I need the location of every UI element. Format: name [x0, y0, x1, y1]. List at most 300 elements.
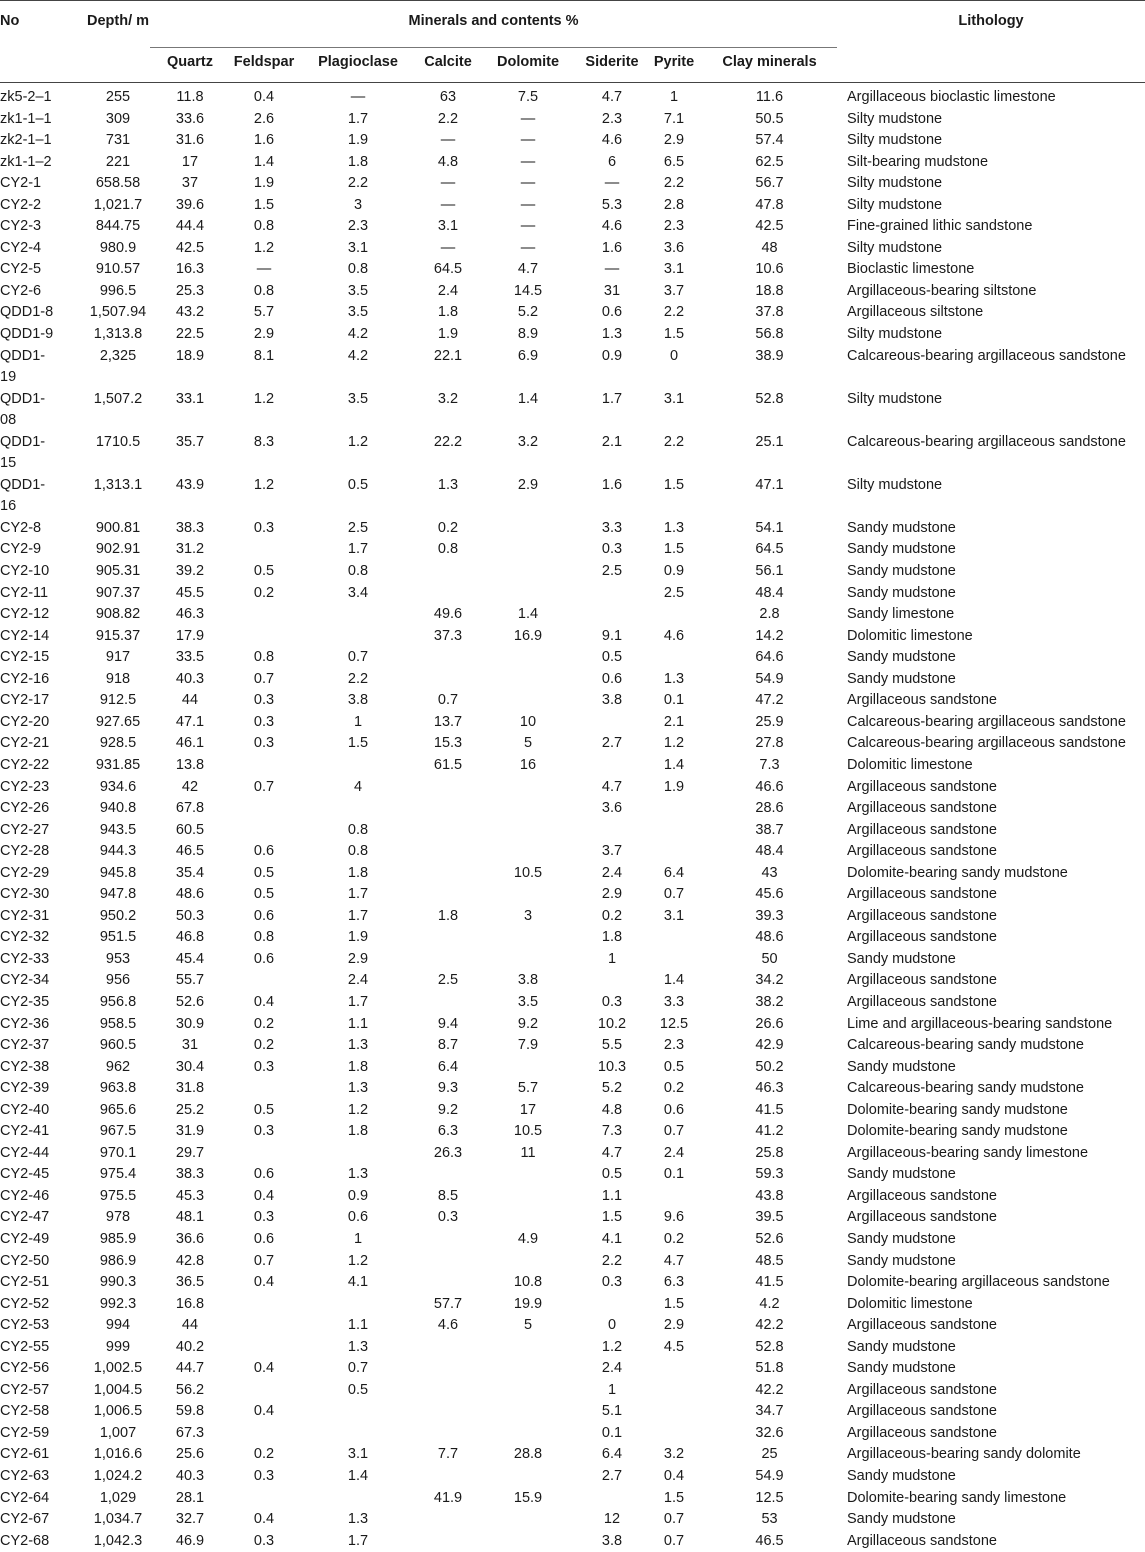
- feldspar-cell: 0.7: [230, 669, 298, 691]
- calcite-cell: [418, 841, 478, 863]
- pyrite-cell: 3.7: [646, 281, 702, 303]
- siderite-cell: 4.7: [578, 1143, 646, 1165]
- table-row: [0, 259, 1145, 281]
- table-row: [0, 130, 1145, 152]
- lithology-cell: Sandy mudstone: [837, 1358, 1145, 1380]
- clay-minerals-cell: 52.8: [702, 389, 837, 432]
- quartz-cell: 40.3: [150, 669, 230, 691]
- clay-minerals-cell: 64.5: [702, 539, 837, 561]
- table-row: [0, 1272, 1145, 1294]
- clay-minerals-cell: 39.3: [702, 906, 837, 928]
- lithology-cell: Calcareous-bearing argillaceous sandstone: [837, 712, 1145, 734]
- dolomite-cell: [478, 1509, 578, 1531]
- feldspar-cell: [230, 604, 298, 626]
- clay-minerals-cell: 14.2: [702, 626, 837, 648]
- sample-no-cell: CY2-15: [0, 647, 86, 669]
- quartz-cell: 45.4: [150, 949, 230, 971]
- lithology-cell: Argillaceous-bearing siltstone: [837, 281, 1145, 303]
- feldspar-cell: 0.4: [230, 992, 298, 1014]
- feldspar-cell: 2.6: [230, 109, 298, 131]
- clay-minerals-cell: 38.2: [702, 992, 837, 1014]
- dolomite-cell: [478, 583, 578, 605]
- plagioclase-cell: 1.4: [298, 1466, 418, 1488]
- lithology-cell: Silty mudstone: [837, 475, 1145, 518]
- sample-no-cell: zk1-1–1: [0, 109, 86, 131]
- table-row: [0, 733, 1145, 755]
- plagioclase-cell: 1.3: [298, 1337, 418, 1359]
- quartz-cell: 22.5: [150, 324, 230, 346]
- dolomite-cell: [478, 1337, 578, 1359]
- quartz-cell: 44: [150, 1315, 230, 1337]
- lithology-cell: Argillaceous sandstone: [837, 884, 1145, 906]
- feldspar-cell: 1.2: [230, 238, 298, 260]
- sample-no-cell: CY2-52: [0, 1294, 86, 1316]
- siderite-cell: 2.3: [578, 109, 646, 131]
- plagioclase-cell: 1.1: [298, 1315, 418, 1337]
- table-row: [0, 518, 1145, 540]
- lithology-cell: Argillaceous sandstone: [837, 1207, 1145, 1229]
- plagioclase-cell: [298, 1143, 418, 1165]
- feldspar-cell: 0.2: [230, 1444, 298, 1466]
- depth-cell: 985.9: [86, 1229, 150, 1251]
- depth-cell: 970.1: [86, 1143, 150, 1165]
- plagioclase-cell: 2.4: [298, 970, 418, 992]
- pyrite-cell: 2.2: [646, 302, 702, 324]
- dolomite-cell: [478, 1057, 578, 1079]
- dolomite-cell: 5.2: [478, 302, 578, 324]
- sample-no-cell: CY2-2: [0, 195, 86, 217]
- dolomite-cell: 15.9: [478, 1488, 578, 1510]
- clay-minerals-cell: 53: [702, 1509, 837, 1531]
- table-row: [0, 152, 1145, 174]
- plagioclase-cell: 1.3: [298, 1035, 418, 1057]
- sample-no-cell: CY2-67: [0, 1509, 86, 1531]
- calcite-cell: [418, 820, 478, 842]
- dolomite-cell: [478, 1380, 578, 1402]
- lithology-cell: Sandy mudstone: [837, 1466, 1145, 1488]
- table-row: [0, 1466, 1145, 1488]
- table-row: [0, 777, 1145, 799]
- depth-cell: 953: [86, 949, 150, 971]
- calcite-cell: 0.7: [418, 690, 478, 712]
- lithology-cell: Sandy mudstone: [837, 1057, 1145, 1079]
- pyrite-cell: 9.6: [646, 1207, 702, 1229]
- dolomite-cell: [478, 1164, 578, 1186]
- feldspar-cell: 0.4: [230, 1509, 298, 1531]
- siderite-cell: 3.8: [578, 1531, 646, 1552]
- feldspar-cell: 0.6: [230, 906, 298, 928]
- plagioclase-cell: [298, 798, 418, 820]
- sample-no-cell: CY2-55: [0, 1337, 86, 1359]
- table-row: [0, 1294, 1145, 1316]
- clay-minerals-cell: 48.4: [702, 841, 837, 863]
- plagioclase-cell: 4.2: [298, 324, 418, 346]
- sample-no-cell: CY2-50: [0, 1251, 86, 1273]
- clay-minerals-cell: 54.1: [702, 518, 837, 540]
- clay-minerals-cell: 32.6: [702, 1423, 837, 1445]
- feldspar-cell: [230, 1380, 298, 1402]
- siderite-cell: 2.1: [578, 432, 646, 475]
- pyrite-cell: 2.2: [646, 432, 702, 475]
- quartz-cell: 16.8: [150, 1294, 230, 1316]
- siderite-cell: 1.5: [578, 1207, 646, 1229]
- feldspar-cell: 0.6: [230, 949, 298, 971]
- table-row: [0, 1315, 1145, 1337]
- dolomite-cell: [478, 1401, 578, 1423]
- siderite-cell: 0.3: [578, 992, 646, 1014]
- quartz-cell: 31: [150, 1035, 230, 1057]
- dolomite-cell: 11: [478, 1143, 578, 1165]
- dolomite-cell: 4.7: [478, 259, 578, 281]
- plagioclase-cell: 1.7: [298, 1531, 418, 1552]
- calcite-cell: [418, 583, 478, 605]
- lithology-cell: Sandy mudstone: [837, 647, 1145, 669]
- feldspar-cell: 0.3: [230, 1466, 298, 1488]
- calcite-cell: [418, 884, 478, 906]
- dolomite-cell: [478, 669, 578, 691]
- lithology-cell: Sandy mudstone: [837, 583, 1145, 605]
- sample-no-cell: CY2-33: [0, 949, 86, 971]
- clay-minerals-cell: 25: [702, 1444, 837, 1466]
- clay-minerals-cell: 46.3: [702, 1078, 837, 1100]
- dolomite-cell: 5: [478, 733, 578, 755]
- siderite-cell: 2.7: [578, 1466, 646, 1488]
- table-row: [0, 1057, 1145, 1079]
- plagioclase-cell: [298, 755, 418, 777]
- table-row: [0, 1380, 1145, 1402]
- plagioclase-cell: 3.4: [298, 583, 418, 605]
- clay-minerals-cell: 46.6: [702, 777, 837, 799]
- pyrite-cell: 3.2: [646, 1444, 702, 1466]
- quartz-cell: 48.1: [150, 1207, 230, 1229]
- depth-cell: 910.57: [86, 259, 150, 281]
- pyrite-cell: 0.1: [646, 690, 702, 712]
- feldspar-cell: 5.7: [230, 302, 298, 324]
- depth-cell: 980.9: [86, 238, 150, 260]
- feldspar-cell: 0.6: [230, 1164, 298, 1186]
- dolomite-cell: 10.8: [478, 1272, 578, 1294]
- feldspar-cell: 0.2: [230, 583, 298, 605]
- plagioclase-cell: 4: [298, 777, 418, 799]
- plagioclase-cell: 3.5: [298, 281, 418, 303]
- dolomite-cell: [478, 561, 578, 583]
- depth-cell: 1,007: [86, 1423, 150, 1445]
- table-row: [0, 1337, 1145, 1359]
- feldspar-cell: 0.8: [230, 281, 298, 303]
- pyrite-cell: 3.1: [646, 906, 702, 928]
- depth-cell: 1,042.3: [86, 1531, 150, 1552]
- siderite-cell: 4.6: [578, 130, 646, 152]
- pyrite-cell: [646, 927, 702, 949]
- pyrite-cell: 12.5: [646, 1014, 702, 1036]
- lithology-cell: Argillaceous-bearing sandy limestone: [837, 1143, 1145, 1165]
- table-row: [0, 1401, 1145, 1423]
- table-row: [0, 604, 1145, 626]
- depth-cell: 943.5: [86, 820, 150, 842]
- siderite-cell: [578, 970, 646, 992]
- depth-cell: 1,002.5: [86, 1358, 150, 1380]
- feldspar-cell: [230, 1337, 298, 1359]
- quartz-cell: 30.4: [150, 1057, 230, 1079]
- depth-cell: 992.3: [86, 1294, 150, 1316]
- quartz-cell: 46.8: [150, 927, 230, 949]
- clay-minerals-cell: 43.8: [702, 1186, 837, 1208]
- table-row: [0, 884, 1145, 906]
- plagioclase-cell: 4.1: [298, 1272, 418, 1294]
- depth-cell: 905.31: [86, 561, 150, 583]
- table-row: [0, 669, 1145, 691]
- table-row: [0, 216, 1145, 238]
- lithology-cell: Calcareous-bearing sandy mudstone: [837, 1035, 1145, 1057]
- calcite-cell: 61.5: [418, 755, 478, 777]
- pyrite-cell: 1.4: [646, 755, 702, 777]
- lithology-cell: Argillaceous-bearing sandy dolomite: [837, 1444, 1145, 1466]
- dolomite-cell: [478, 1251, 578, 1273]
- table-row: [0, 927, 1145, 949]
- lithology-cell: Silt-bearing mudstone: [837, 152, 1145, 174]
- plagioclase-cell: 1.7: [298, 906, 418, 928]
- feldspar-cell: 0.4: [230, 1272, 298, 1294]
- dolomite-cell: 3.5: [478, 992, 578, 1014]
- quartz-cell: 31.2: [150, 539, 230, 561]
- dolomite-cell: [478, 927, 578, 949]
- calcite-cell: 63: [418, 83, 478, 109]
- lithology-cell: Sandy mudstone: [837, 1164, 1145, 1186]
- lithology-cell: Dolomitic limestone: [837, 1294, 1145, 1316]
- pyrite-cell: 0.5: [646, 1057, 702, 1079]
- pyrite-cell: 2.9: [646, 130, 702, 152]
- calcite-cell: —: [418, 130, 478, 152]
- siderite-cell: 1.3: [578, 324, 646, 346]
- dolomite-cell: [478, 539, 578, 561]
- clay-minerals-cell: 42.9: [702, 1035, 837, 1057]
- siderite-cell: 0.3: [578, 539, 646, 561]
- plagioclase-cell: 1.7: [298, 992, 418, 1014]
- plagioclase-cell: [298, 1294, 418, 1316]
- lithology-cell: Silty mudstone: [837, 130, 1145, 152]
- dolomite-cell: 3.2: [478, 432, 578, 475]
- sample-no-cell: CY2-1: [0, 173, 86, 195]
- calcite-cell: 1.9: [418, 324, 478, 346]
- plagioclase-cell: 1.9: [298, 927, 418, 949]
- calcite-cell: 41.9: [418, 1488, 478, 1510]
- sample-no-cell: CY2-30: [0, 884, 86, 906]
- sample-no-cell: CY2-57: [0, 1380, 86, 1402]
- dolomite-cell: [478, 1466, 578, 1488]
- quartz-cell: 33.6: [150, 109, 230, 131]
- sample-no-cell: QDD1- 19: [0, 346, 86, 389]
- lithology-cell: Sandy mudstone: [837, 561, 1145, 583]
- quartz-cell: 25.6: [150, 1444, 230, 1466]
- pyrite-cell: 6.4: [646, 863, 702, 885]
- quartz-cell: 45.3: [150, 1186, 230, 1208]
- siderite-cell: 5.5: [578, 1035, 646, 1057]
- quartz-cell: 35.7: [150, 432, 230, 475]
- table-row: [0, 841, 1145, 863]
- lithology-cell: Calcareous-bearing argillaceous sandstone: [837, 432, 1145, 475]
- depth-cell: 844.75: [86, 216, 150, 238]
- quartz-cell: 46.5: [150, 841, 230, 863]
- plagioclase-cell: 0.7: [298, 1358, 418, 1380]
- dolomite-cell: [478, 690, 578, 712]
- clay-minerals-cell: 54.9: [702, 1466, 837, 1488]
- plagioclase-cell: 1.1: [298, 1014, 418, 1036]
- calcite-cell: 3.2: [418, 389, 478, 432]
- table-row: [0, 1207, 1145, 1229]
- quartz-cell: 31.8: [150, 1078, 230, 1100]
- calcite-cell: [418, 1509, 478, 1531]
- clay-minerals-cell: 2.8: [702, 604, 837, 626]
- depth-cell: 1,029: [86, 1488, 150, 1510]
- table-row: [0, 1423, 1145, 1445]
- depth-cell: 978: [86, 1207, 150, 1229]
- lithology-cell: Argillaceous sandstone: [837, 927, 1145, 949]
- table-row: [0, 1509, 1145, 1531]
- clay-minerals-cell: 43: [702, 863, 837, 885]
- clay-minerals-cell: 48.6: [702, 927, 837, 949]
- feldspar-cell: 2.9: [230, 324, 298, 346]
- sample-no-cell: CY2-5: [0, 259, 86, 281]
- feldspar-cell: 0.4: [230, 1358, 298, 1380]
- table-row: [0, 906, 1145, 928]
- feldspar-cell: 1.5: [230, 195, 298, 217]
- feldspar-cell: 1.4: [230, 152, 298, 174]
- siderite-cell: 1.2: [578, 1337, 646, 1359]
- siderite-cell: 1: [578, 1380, 646, 1402]
- plagioclase-cell: 3.1: [298, 238, 418, 260]
- dolomite-cell: 7.5: [478, 83, 578, 109]
- calcite-cell: [418, 1272, 478, 1294]
- sample-no-cell: CY2-39: [0, 1078, 86, 1100]
- quartz-cell: 60.5: [150, 820, 230, 842]
- siderite-cell: 0.2: [578, 906, 646, 928]
- quartz-cell: 33.1: [150, 389, 230, 432]
- pyrite-cell: 0.7: [646, 884, 702, 906]
- siderite-cell: 3.6: [578, 798, 646, 820]
- depth-cell: 1,507.94: [86, 302, 150, 324]
- dolomite-cell: 28.8: [478, 1444, 578, 1466]
- depth-cell: 1,016.6: [86, 1444, 150, 1466]
- calcite-cell: —: [418, 238, 478, 260]
- clay-minerals-cell: 25.1: [702, 432, 837, 475]
- sample-no-cell: CY2-12: [0, 604, 86, 626]
- depth-cell: 1,021.7: [86, 195, 150, 217]
- sample-no-cell: CY2-3: [0, 216, 86, 238]
- siderite-cell: [578, 820, 646, 842]
- lithology-cell: Silty mudstone: [837, 109, 1145, 131]
- siderite-cell: 12: [578, 1509, 646, 1531]
- clay-minerals-cell: 41.2: [702, 1121, 837, 1143]
- dolomite-cell: 6.9: [478, 346, 578, 389]
- depth-cell: 1,004.5: [86, 1380, 150, 1402]
- clay-minerals-cell: 48.5: [702, 1251, 837, 1273]
- depth-cell: 915.37: [86, 626, 150, 648]
- calcite-cell: 57.7: [418, 1294, 478, 1316]
- clay-minerals-cell: 26.6: [702, 1014, 837, 1036]
- header-depth: Depth/ m: [86, 1, 150, 83]
- lithology-cell: Argillaceous sandstone: [837, 1531, 1145, 1552]
- clay-minerals-cell: 54.9: [702, 669, 837, 691]
- plagioclase-cell: 3.8: [298, 690, 418, 712]
- feldspar-cell: 0.8: [230, 647, 298, 669]
- plagioclase-cell: 1.8: [298, 1057, 418, 1079]
- siderite-cell: 10.3: [578, 1057, 646, 1079]
- sample-no-cell: CY2-10: [0, 561, 86, 583]
- sample-no-cell: CY2-47: [0, 1207, 86, 1229]
- quartz-cell: 30.9: [150, 1014, 230, 1036]
- feldspar-cell: [230, 798, 298, 820]
- pyrite-cell: [646, 647, 702, 669]
- sample-no-cell: QDD1-9: [0, 324, 86, 346]
- pyrite-cell: 0.4: [646, 1466, 702, 1488]
- sample-no-cell: CY2-34: [0, 970, 86, 992]
- quartz-cell: 48.6: [150, 884, 230, 906]
- dolomite-cell: 7.9: [478, 1035, 578, 1057]
- feldspar-cell: [230, 1488, 298, 1510]
- clay-minerals-cell: 48: [702, 238, 837, 260]
- clay-minerals-cell: 47.2: [702, 690, 837, 712]
- calcite-cell: 64.5: [418, 259, 478, 281]
- clay-minerals-cell: 10.6: [702, 259, 837, 281]
- plagioclase-cell: 1: [298, 1229, 418, 1251]
- plagioclase-cell: 0.8: [298, 820, 418, 842]
- depth-cell: 221: [86, 152, 150, 174]
- sample-no-cell: CY2-63: [0, 1466, 86, 1488]
- calcite-cell: [418, 669, 478, 691]
- table-row: [0, 583, 1145, 605]
- lithology-cell: Argillaceous sandstone: [837, 820, 1145, 842]
- pyrite-cell: [646, 1423, 702, 1445]
- dolomite-cell: —: [478, 195, 578, 217]
- lithology-cell: Argillaceous sandstone: [837, 841, 1145, 863]
- sample-no-cell: zk1-1–2: [0, 152, 86, 174]
- table-row: [0, 539, 1145, 561]
- siderite-cell: 2.4: [578, 863, 646, 885]
- siderite-cell: 4.7: [578, 777, 646, 799]
- sample-no-cell: CY2-20: [0, 712, 86, 734]
- depth-cell: 927.65: [86, 712, 150, 734]
- pyrite-cell: [646, 1380, 702, 1402]
- lithology-cell: Sandy mudstone: [837, 1509, 1145, 1531]
- lithology-cell: Argillaceous sandstone: [837, 690, 1145, 712]
- plagioclase-cell: 2.3: [298, 216, 418, 238]
- plagioclase-cell: 1.7: [298, 109, 418, 131]
- table-row: [0, 1164, 1145, 1186]
- quartz-cell: 39.2: [150, 561, 230, 583]
- clay-minerals-cell: 46.5: [702, 1531, 837, 1552]
- quartz-cell: 50.3: [150, 906, 230, 928]
- table-row: [0, 1100, 1145, 1122]
- quartz-cell: 56.2: [150, 1380, 230, 1402]
- calcite-cell: 15.3: [418, 733, 478, 755]
- plagioclase-cell: 1.3: [298, 1164, 418, 1186]
- clay-minerals-cell: 45.6: [702, 884, 837, 906]
- quartz-cell: 37: [150, 173, 230, 195]
- plagioclase-cell: 2.2: [298, 669, 418, 691]
- lithology-cell: Calcareous-bearing sandy mudstone: [837, 1078, 1145, 1100]
- plagioclase-cell: 3.1: [298, 1444, 418, 1466]
- depth-cell: 999: [86, 1337, 150, 1359]
- quartz-cell: 44: [150, 690, 230, 712]
- feldspar-cell: [230, 539, 298, 561]
- table-row: [0, 863, 1145, 885]
- feldspar-cell: 0.7: [230, 777, 298, 799]
- header-no: No: [0, 1, 86, 83]
- dolomite-cell: 9.2: [478, 1014, 578, 1036]
- sample-no-cell: CY2-27: [0, 820, 86, 842]
- siderite-cell: 0.6: [578, 669, 646, 691]
- lithology-cell: Dolomitic limestone: [837, 626, 1145, 648]
